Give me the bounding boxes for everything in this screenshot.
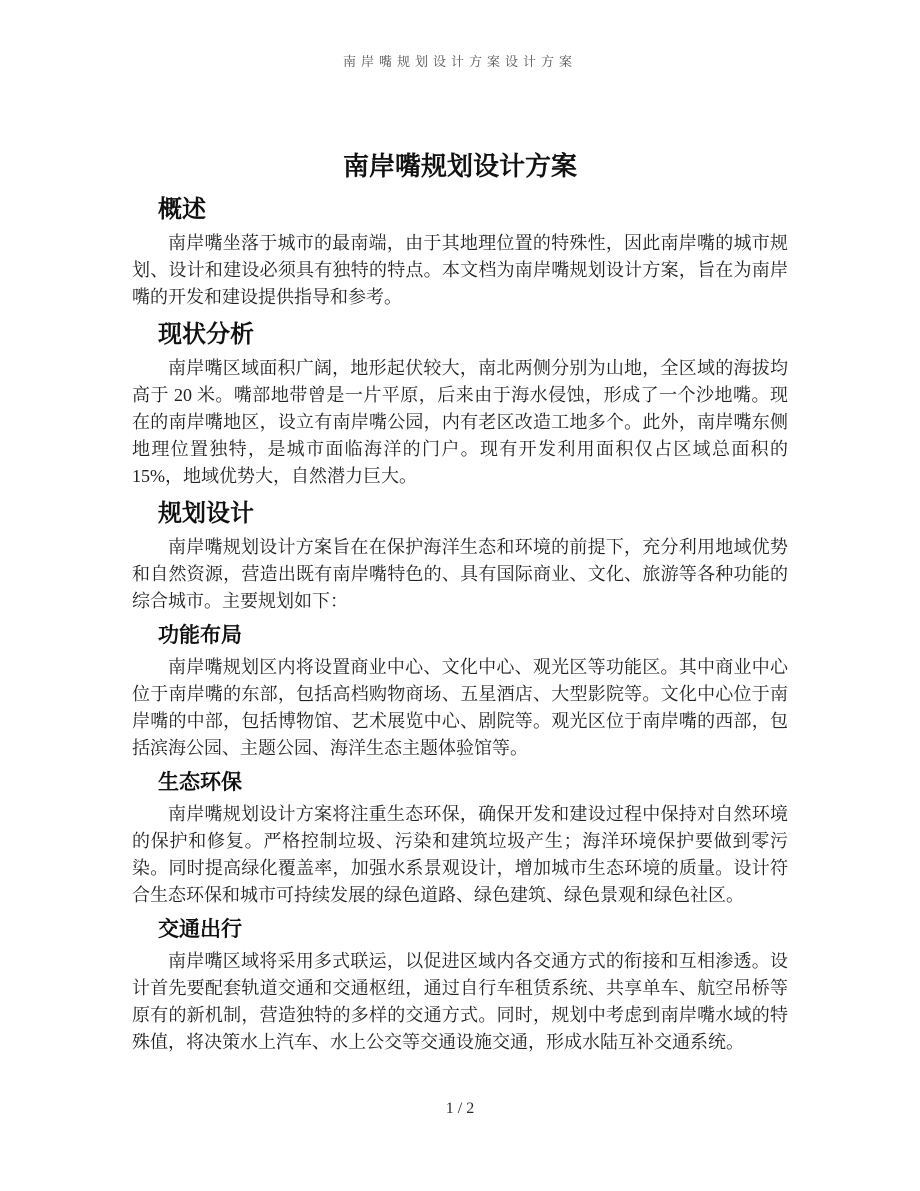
subsection-heading-transportation: 交通出行 xyxy=(158,917,242,941)
document-title: 南岸嘴规划设计方案 xyxy=(342,152,577,181)
paragraph-eco-protection: 南岸嘴规划设计方案将注重生态环保，确保开发和建设过程中保持对自然环境的保护和修复。严格控制垃圾、污染和建筑垃圾产生；海洋环境保护要做到零污染。同时提高绿化覆盖率，加强水系景观设计，增加城市生态环境的质量。设计符合生态环保和城市可持续发展的绿色道路、绿色建筑、绿色景观和绿色社区。 xyxy=(132,804,788,905)
paragraph-status-analysis: 南岸嘴区域面积广阔，地形起伏较大，南北两侧分别为山地，全区域的海拔均高于 20 米。嘴部地带曾是一片平原，后来由于海水侵蚀，形成了一个沙地嘴。现在的南岸嘴地区，设立有南岸嘴公园，内有老区改造工地多个。此外，南岸嘴东侧地理位置独特，是城市面临海洋的门户。现有开发利用面积仅占区域总面积的15%，地域优势大，自然潜力巨大。 xyxy=(132,358,788,486)
paragraph-transportation: 南岸嘴区域将采用多式联运，以促进区域内各交通方式的衔接和互相渗透。设计首先要配套轨道交通和交通枢纽，通过自行车租赁系统、共享单车、航空吊桥等原有的新机制，营造独特的多样的交通方式。同时，规划中考虑到南岸嘴水域的特殊值，将决策水上汽车、水上公交等交通设施交通，形成水陆互补交通系统。 xyxy=(132,951,788,1052)
page-footer xyxy=(0,1100,920,1118)
page-number: 1 / 2 xyxy=(445,1100,475,1117)
subsection-heading-eco-protection: 生态环保 xyxy=(158,770,242,794)
paragraph-functional-layout: 南岸嘴规划区内将设置商业中心、文化中心、观光区等功能区。其中商业中心位于南岸嘴的东部，包括高档购物商场、五星酒店、大型影院等。文化中心位于南岸嘴的中部，包括博物馆、艺术展览中心、剧院等。观光区位于南岸嘴的西部，包括滨海公园、主题公园、海洋生态主题体验馆等。 xyxy=(132,657,788,758)
paragraph-overview: 南岸嘴坐落于城市的最南端，由于其地理位置的特殊性，因此南岸嘴的城市规划、设计和建设必须具有独特的特点。本文档为南岸嘴规划设计方案，旨在为南岸嘴的开发和建设提供指导和参考。 xyxy=(132,233,788,307)
document-body xyxy=(132,152,788,1062)
section-heading-overview: 概述 xyxy=(158,197,206,223)
paragraph-planning-design: 南岸嘴规划设计方案旨在在保护海洋生态和环境的前提下，充分利用地域优势和自然资源，营造出既有南岸嘴特色的、具有国际商业、文化、旅游等各种功能的综合城市。主要规划如下： xyxy=(132,537,788,611)
section-heading-planning-design: 规划设计 xyxy=(158,501,254,527)
subsection-heading-functional-layout: 功能布局 xyxy=(158,623,242,647)
page-header xyxy=(0,51,920,70)
section-heading-status-analysis: 现状分析 xyxy=(158,322,254,348)
page-header-text: 南岸嘴规划设计方案设计方案 xyxy=(342,54,577,69)
